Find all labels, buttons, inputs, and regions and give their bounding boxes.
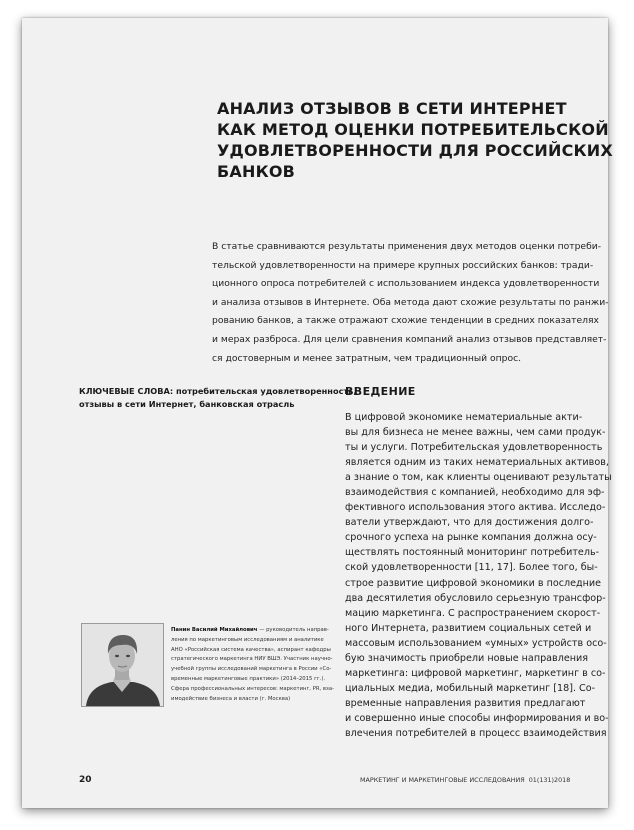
intro-line: взаимодействия с компанией, необходимо для эф- xyxy=(345,487,605,499)
abstract-line: рованию банков, а также отражают схожие тенденции в средних показателях xyxy=(212,315,599,327)
author-bio-line xyxy=(171,626,346,636)
author-bio-line: имодействие бизнеса и власти (г. Москва) xyxy=(171,695,291,702)
intro-line: мацию маркетинга. С распространением скорост- xyxy=(345,607,601,619)
intro-line: и совершенно иные способы информирования и во- xyxy=(345,712,609,724)
abstract-line: тельской удовлетворенности на примере крупных российских банков: тради- xyxy=(212,259,594,271)
author-bio-line: стратегического маркетинга НИУ ВШЭ. Участник научно- xyxy=(171,656,333,663)
author-photo xyxy=(81,623,164,707)
intro-line: циальных медиа, мобильный маркетинг [18]. Со- xyxy=(345,682,596,694)
author-name: Панин Василий Михайлович xyxy=(171,627,258,633)
section-heading-introduction: ВВЕДЕНИЕ xyxy=(345,385,416,398)
keywords xyxy=(79,385,357,410)
author-bio xyxy=(171,626,346,704)
title-line: АНАЛИЗ ОТЗЫВОВ В СЕТИ ИНТЕРНЕТ xyxy=(217,99,567,118)
keywords-line: отзывы в сети Интернет, банковская отрасль xyxy=(79,398,295,409)
journal-page xyxy=(22,18,613,808)
title-line: УДОВЛЕТВОРЕННОСТИ ДЛЯ РОССИЙСКИХ xyxy=(217,141,613,160)
title-line: БАНКОВ xyxy=(217,162,296,181)
introduction-text xyxy=(345,410,615,741)
abstract xyxy=(212,238,609,368)
author-portrait-image xyxy=(82,624,163,706)
author-bio-line: временные маркетинговые практики» (2014–2015 гг.). xyxy=(171,675,326,682)
intro-line: фективного использования этого актива. Исследо- xyxy=(345,502,606,514)
intro-line: вы для бизнеса не менее важны, чем сами продук- xyxy=(345,427,606,439)
intro-line: ного Интернета, развитием социальных сетей и xyxy=(345,622,592,634)
author-bio-line: ления по маркетинговым исследованиям и аналитике xyxy=(171,636,324,643)
intro-line: маркетинга: цифровой маркетинг, маркетинг в со- xyxy=(345,667,606,679)
article-title xyxy=(217,98,613,182)
abstract-line: ся достоверным и менее затратным, чем традиционный опрос. xyxy=(212,352,522,364)
intro-line: а знание о том, как клиенты оценивают результаты xyxy=(345,472,612,484)
intro-line: массовым использованием «умных» устройств осо- xyxy=(345,637,607,649)
abstract-line: В статье сравниваются результаты применения двух методов оценки потреби- xyxy=(212,241,602,252)
keywords-line: КЛЮЧЕВЫЕ СЛОВА: потребительская удовлетворенность, xyxy=(79,386,357,396)
abstract-line: и анализа отзывов в Интернете. Оба метода дают схожие результаты по ранжи- xyxy=(212,296,609,308)
intro-line: ты и услуги. Потребительская удовлетворенность xyxy=(345,442,603,454)
author-bio-line: учебной группы исследований маркетинга в России «Со- xyxy=(171,666,332,673)
intro-line: является одним из таких нематериальных активов, xyxy=(345,457,609,469)
intro-line: В цифровой экономике нематериальные акти- xyxy=(345,412,583,423)
journal-name: МАРКЕТИНГ И МАРКЕТИНГОВЫЕ ИССЛЕДОВАНИЯ xyxy=(360,776,525,784)
intro-line: бую значимость приобрели новые направления xyxy=(345,652,589,664)
issue-number: 01(131)2018 xyxy=(528,776,571,784)
intro-line: влечения потребителей в процесс взаимодействия xyxy=(345,727,607,739)
author-bio-intro: — руководитель направ- xyxy=(257,627,329,633)
intro-line: срочного успеха на рынке компания должна осу- xyxy=(345,532,597,544)
abstract-line: и мерах разброса. Для цели сравнения компаний анализ отзывов представляет- xyxy=(212,333,607,345)
intro-line: временные направления развития предлагают xyxy=(345,697,586,709)
intro-line: два десятилетия обусловило серьезную трансфор- xyxy=(345,592,606,604)
abstract-line: ционного опроса потребителей с использованием индекса удовлетворенности xyxy=(212,278,600,290)
running-footer xyxy=(360,776,570,784)
title-line: КАК МЕТОД ОЦЕНКИ ПОТРЕБИТЕЛЬСКОЙ xyxy=(217,120,609,139)
intro-line: строе развитие цифровой экономики в последние xyxy=(345,577,602,589)
intro-line: ществлять постоянный мониторинг потребитель- xyxy=(345,547,600,559)
author-bio-line: АНО «Российская система качества», аспирант кафедры xyxy=(171,646,331,653)
page-number: 20 xyxy=(79,775,92,785)
intro-line: ской удовлетворенности [11, 17]. Более того, бы- xyxy=(345,562,598,574)
intro-line: ватели утверждают, что для достижения долго- xyxy=(345,517,594,529)
author-bio-line: Сфера профессиональных интересов: маркетинг, PR, вза- xyxy=(171,685,334,692)
